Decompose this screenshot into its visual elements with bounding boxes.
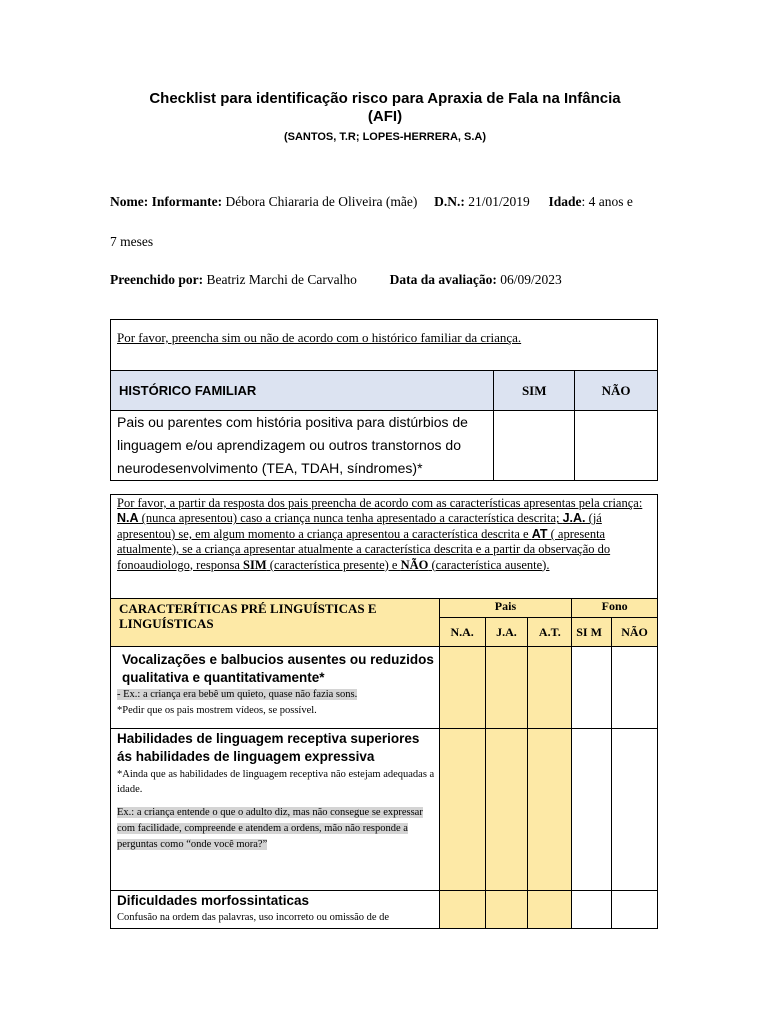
item-1-example: - Ex.: a criança era bebê um quieto, quase não fazia sons.: [117, 689, 358, 700]
item-2-nao[interactable]: [612, 729, 658, 891]
col-nao-fono: NÃO: [612, 618, 658, 647]
item-3-note: Confusão na ordem das palavras, uso incorreto ou omissão de de: [117, 912, 390, 923]
item-3-na[interactable]: [439, 891, 485, 929]
document-title: Checklist para identificação risco para Apraxia de Fala na Infância (AFI): [149, 90, 621, 125]
preenchido-label: Preenchido por:: [110, 272, 204, 287]
item-1-ja[interactable]: [485, 647, 528, 729]
caracteristicas-table: [110, 494, 658, 929]
preenchido-value: Beatriz Marchi de Carvalho: [206, 272, 357, 287]
col-sim: SIM: [494, 371, 575, 411]
item-2-example: Ex.: a criança entende o que o adulto diz, mas não consegue se expressar com facilidade, compreende e atendem a ordens, mão não responde a perguntas como “onde você mora?”: [117, 807, 423, 850]
item-row-3: [111, 891, 658, 929]
col-na: N.A.: [439, 618, 485, 647]
section-title: CARACTERÍTICAS PRÉ LINGUÍSTICAS E LINGUÍSTICAS: [111, 599, 440, 647]
dn-value: 21/01/2019: [468, 194, 530, 209]
idade-value: : 4 anos e: [581, 194, 633, 209]
item-1-cell: [111, 647, 440, 729]
dn-label: D.N.:: [434, 194, 465, 209]
nome-label: Nome: Informante:: [110, 194, 223, 209]
nome-value: Débora Chiararia de Oliveira (mãe): [225, 194, 418, 209]
item-row-2: [111, 729, 658, 891]
group-fono: Fono: [572, 599, 658, 618]
info-line-2: [110, 272, 562, 288]
item-2-note: *Ainda que as habilidades de linguagem receptiva não estejam adequadas a idade.: [117, 769, 435, 795]
item-1-title: Vocalizações e balbucios ausentes ou reduzidos qualitativa e quantitativamente*: [122, 652, 434, 685]
item-3-title: Dificuldades morfossintaticas: [117, 893, 310, 908]
item-2-ja[interactable]: [485, 729, 528, 891]
data-label: Data da avaliação:: [389, 272, 497, 287]
item-2-cell: [111, 729, 440, 891]
item-3-ja[interactable]: [485, 891, 528, 929]
historico-table: [110, 319, 658, 481]
item-2-title: Habilidades de linguagem receptiva superiores ás habilidades de linguagem expressiva: [117, 731, 420, 764]
group-pais: Pais: [439, 599, 572, 618]
col-sim-fono: SI M: [572, 618, 612, 647]
caracteristicas-intro: Por favor, a partir da resposta dos pais preencha de acordo com as características apresentas pela criança: N.A (nunca apresentou) caso a criança nunca tenha apresentado a característica descrita; J.A. (já apresentou) se, em algum momento a criança apresentou a característica descrita e AT ( apresenta atualmente), se a criança apresentar atualmente a característica descrita e a partir da observação do fonoaudiologo, responsa SIM (característica presente) e NÃO (característica ausente).: [111, 495, 658, 599]
data-value: 06/09/2023: [500, 272, 562, 287]
item-1-note: *Pedir que os pais mostrem vídeos, se possível.: [117, 705, 317, 716]
historico-sim-cell[interactable]: [494, 411, 575, 481]
info-line-1: [110, 194, 633, 210]
item-1-sim[interactable]: [572, 647, 612, 729]
item-3-sim[interactable]: [572, 891, 612, 929]
item-3-nao[interactable]: [612, 891, 658, 929]
col-at: A.T.: [528, 618, 572, 647]
historico-question: Pais ou parentes com história positiva para distúrbios de linguagem e/ou aprendizagem ou outros transtornos do neurodesenvolvimento (TEA, TDAH, síndromes)*: [111, 411, 494, 481]
historico-nao-cell[interactable]: [575, 411, 658, 481]
historico-intro: Por favor, preencha sim ou não de acordo com o histórico familiar da criança.: [111, 320, 658, 371]
item-1-na[interactable]: [439, 647, 485, 729]
idade-label: Idade: [548, 194, 582, 209]
document-authors: (SANTOS, T.R; LOPES-HERRERA, S.A): [283, 131, 487, 143]
col-ja: J.A.: [485, 618, 528, 647]
item-3-at[interactable]: [528, 891, 572, 929]
item-1-at[interactable]: [528, 647, 572, 729]
item-row-1: [111, 647, 658, 729]
item-2-na[interactable]: [439, 729, 485, 891]
item-2-at[interactable]: [528, 729, 572, 891]
item-1-nao[interactable]: [612, 647, 658, 729]
item-3-cell: [111, 891, 440, 929]
historico-header: HISTÓRICO FAMILIAR: [111, 371, 494, 411]
col-nao: NÃO: [575, 371, 658, 411]
item-2-sim[interactable]: [572, 729, 612, 891]
idade-continuation: 7 meses: [110, 234, 154, 249]
